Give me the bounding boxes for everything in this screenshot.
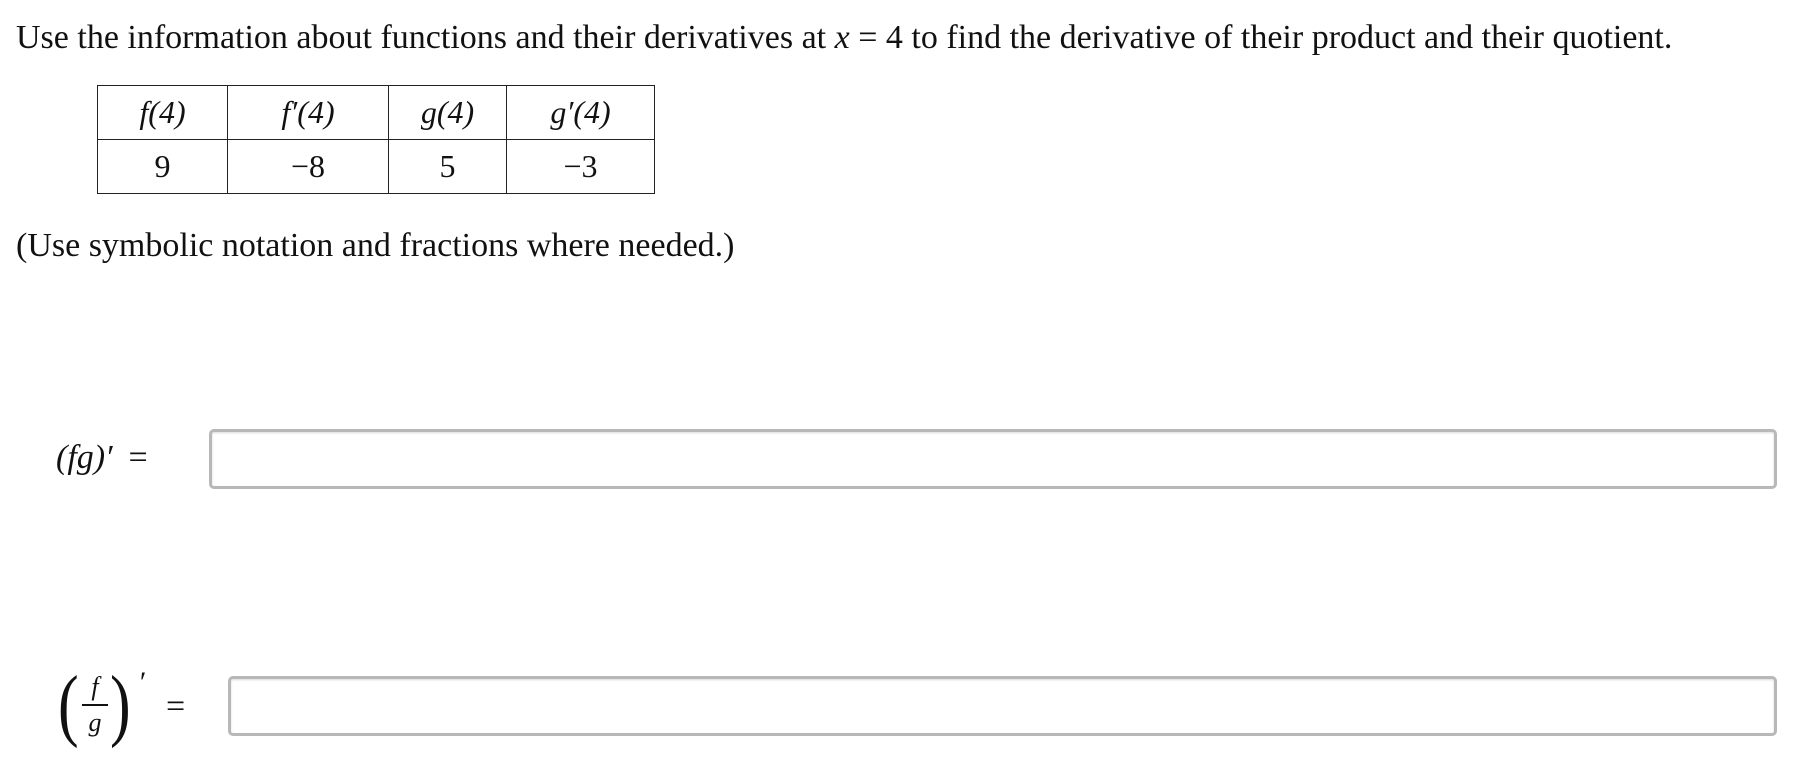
prompt-text-start: Use the information about functions and their derivatives at <box>16 19 835 56</box>
table-value-cell: 5 <box>389 140 507 194</box>
product-derivative-input[interactable] <box>209 429 1777 489</box>
fraction-denominator: g <box>88 708 102 737</box>
quotient-derivative-input[interactable] <box>228 676 1777 736</box>
quotient-derivative-label <box>58 660 198 754</box>
prime-mark: ′ <box>138 666 145 699</box>
quotient-fraction <box>78 672 112 738</box>
left-paren: ( <box>58 660 79 750</box>
right-paren: ) <box>110 660 131 750</box>
table-header-row <box>98 86 655 140</box>
product-expression: (fg)′ <box>56 439 113 476</box>
product-derivative-label <box>56 436 148 480</box>
prompt-variable: x <box>834 19 850 56</box>
table-header-cell: g(4) <box>389 86 507 140</box>
prompt-text-end: = 4 to find the derivative of their product and their quotient. <box>849 19 1673 56</box>
table-header-cell: f(4) <box>98 86 228 140</box>
table-value-row <box>98 140 655 194</box>
quotient-equals-sign: = <box>166 688 186 725</box>
function-values-table <box>97 85 655 194</box>
fraction-numerator: f <box>91 672 99 701</box>
question-prompt <box>16 16 1672 60</box>
table-value-cell: −8 <box>228 140 389 194</box>
table-value-cell: 9 <box>98 140 228 194</box>
table-header-cell: g′(4) <box>507 86 655 140</box>
product-equals-sign: = <box>128 439 148 476</box>
instruction-note: (Use symbolic notation and fractions where needed.) <box>16 227 735 264</box>
fraction-bar <box>82 704 108 706</box>
table-value-cell: −3 <box>507 140 655 194</box>
table-header-cell: f′(4) <box>228 86 389 140</box>
